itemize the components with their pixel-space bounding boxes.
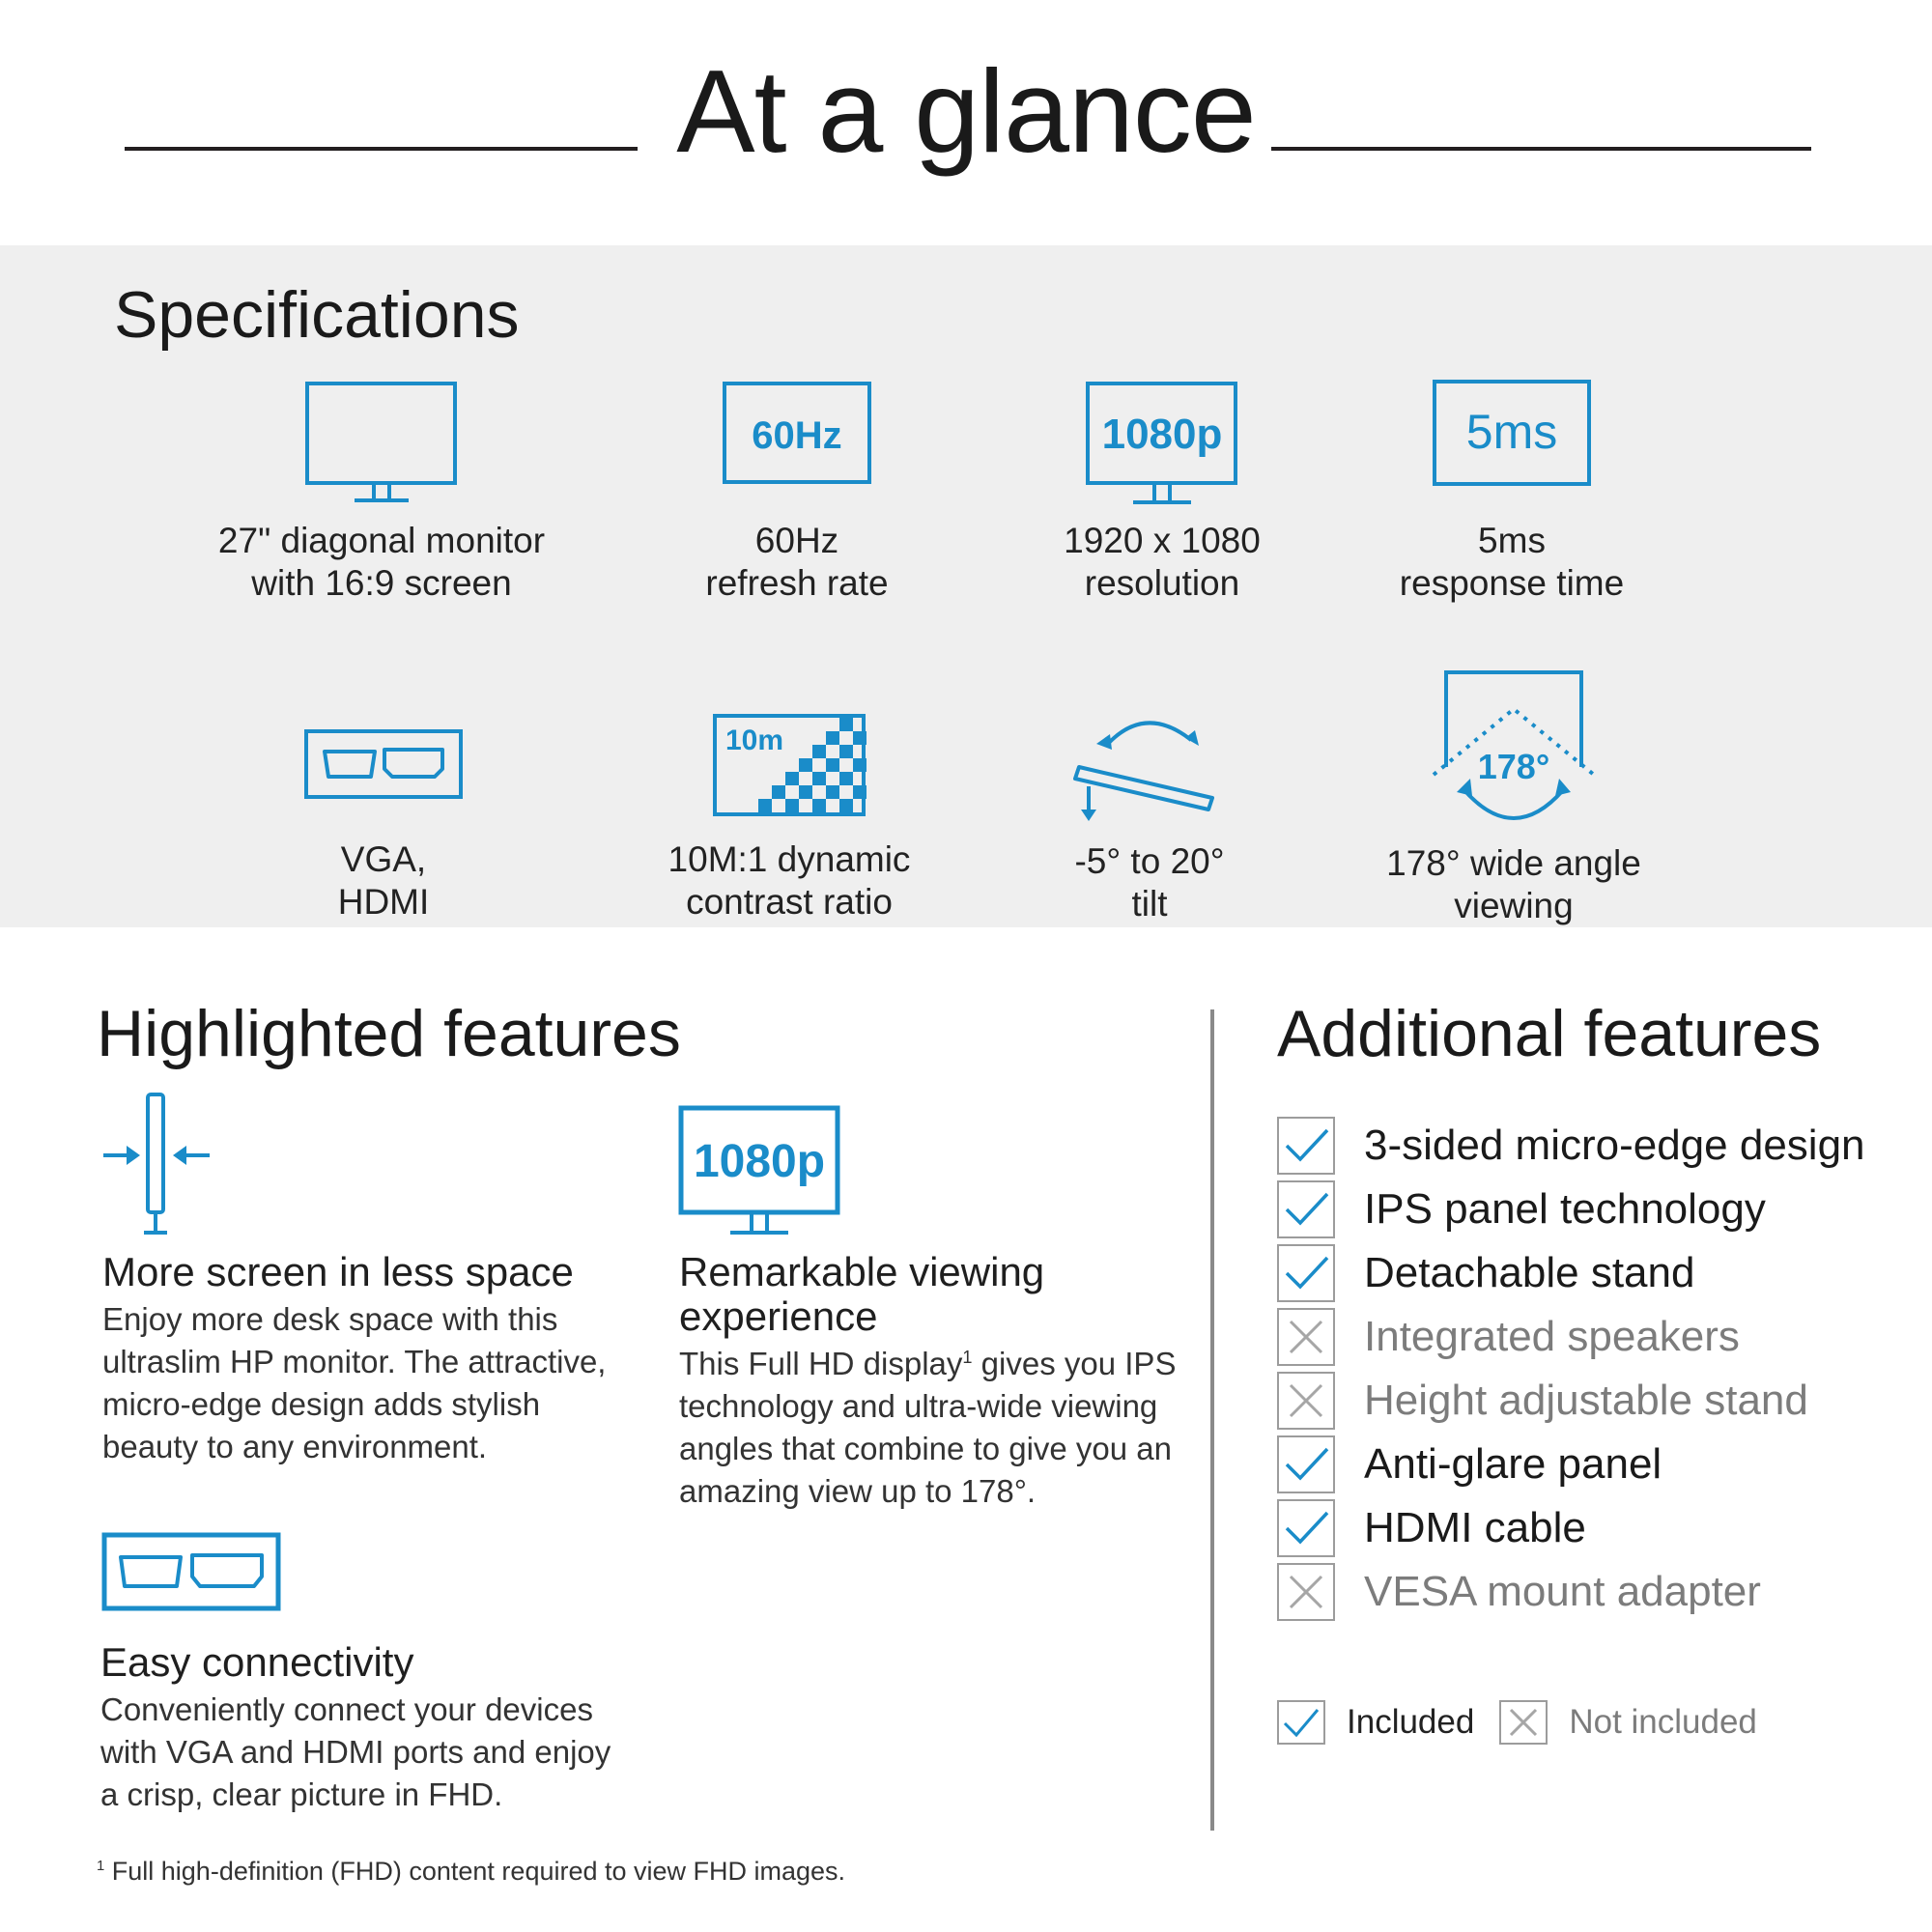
additional-feature-item (1277, 1497, 1586, 1559)
footnote-text: Full high-definition (FHD) content required to view FHD images. (104, 1857, 846, 1886)
refresh-rate-icon-text: 60Hz (752, 414, 842, 457)
spec-line1: 10M:1 dynamic (668, 839, 911, 879)
spec-tilt (976, 670, 1323, 925)
check-icon (1277, 1117, 1335, 1175)
spec-refresh-rate (623, 245, 971, 605)
resolution-icon-text: 1080p (1101, 411, 1223, 458)
spec-line2: tilt (1131, 884, 1168, 923)
check-icon (1277, 1435, 1335, 1493)
spec-line2: response time (1399, 563, 1625, 603)
specifications-section (0, 245, 1932, 927)
spec-line1: 60Hz (754, 521, 839, 560)
footnote (97, 1857, 845, 1887)
additional-heading: Additional features (1277, 997, 1822, 1070)
feature-body-line: a crisp, clear picture in FHD. (100, 1776, 503, 1812)
not-included-cross-icon (1499, 1700, 1548, 1745)
ports-icon (210, 670, 557, 800)
feature-connectivity (100, 1640, 680, 1816)
feature-title-line2: experience (679, 1293, 878, 1339)
viewing-angle-icon (1340, 632, 1688, 825)
footnote-marker: 1 (97, 1859, 105, 1874)
additional-feature-label: Integrated speakers (1364, 1313, 1740, 1360)
feature-body-line: angles that combine to give you an (679, 1431, 1173, 1466)
additional-feature-label: VESA mount adapter (1364, 1568, 1761, 1615)
additional-feature-label: Anti-glare panel (1364, 1440, 1662, 1488)
response-time-icon-text: 5ms (1465, 405, 1558, 459)
spec-contrast (615, 670, 963, 923)
feature-body-line: micro-edge design adds stylish (102, 1386, 541, 1422)
feature-body-line: with VGA and HDMI ports and enjoy (100, 1734, 611, 1770)
refresh-rate-icon (623, 245, 971, 485)
feature-title-line1: Remarkable viewing (679, 1249, 1045, 1294)
cross-icon (1277, 1563, 1335, 1621)
spec-line1: 27" diagonal monitor (217, 521, 546, 560)
tilt-icon (976, 670, 1323, 825)
feature-body-line: Enjoy more desk space with this (102, 1301, 558, 1337)
additional-feature-item (1277, 1115, 1865, 1177)
feature-viewing-experience (679, 1250, 1201, 1513)
spec-response-time (1338, 245, 1686, 605)
cross-icon (1277, 1372, 1335, 1430)
additional-feature-item (1277, 1561, 1761, 1623)
spec-line1: -5° to 20° (1074, 841, 1225, 881)
title-row (0, 0, 1932, 242)
additional-feature-label: Height adjustable stand (1364, 1377, 1808, 1424)
column-divider (1210, 1009, 1214, 1831)
cross-icon (1277, 1308, 1335, 1366)
footnote-ref: 1 (962, 1348, 973, 1367)
check-icon (1277, 1244, 1335, 1302)
spec-line2: contrast ratio (686, 882, 893, 922)
spec-line1: 5ms (1478, 521, 1546, 560)
spec-line1: 178° wide angle (1386, 843, 1641, 883)
specifications-heading: Specifications (114, 278, 520, 352)
feature-body-post: gives you IPS (972, 1346, 1177, 1381)
thin-bezel-icon (101, 1092, 212, 1241)
connectivity-ports-icon (101, 1532, 281, 1616)
response-time-icon (1338, 245, 1686, 487)
additional-feature-item (1277, 1242, 1694, 1304)
additional-feature-label: IPS panel technology (1364, 1185, 1766, 1233)
feature-body-line: beauty to any environment. (102, 1429, 488, 1464)
additional-feature-label: 3-sided micro-edge design (1364, 1122, 1865, 1169)
title-rule-right (1271, 147, 1811, 151)
spec-line1: 1920 x 1080 (1064, 521, 1261, 560)
spec-screen-size (208, 245, 555, 605)
spec-line2: viewing (1454, 886, 1574, 925)
included-check-icon (1277, 1700, 1325, 1745)
additional-feature-item (1277, 1306, 1740, 1368)
check-icon (1277, 1180, 1335, 1238)
fhd-monitor-icon (678, 1105, 842, 1241)
feature-body-line: ultraslim HP monitor. The attractive, (102, 1344, 607, 1379)
viewing-angle-icon-text: 178° (1477, 747, 1550, 786)
page-title: At a glance (676, 45, 1256, 177)
fhd-icon-text: 1080p (693, 1136, 826, 1187)
spec-ports (210, 670, 557, 923)
feature-title: More screen in less space (102, 1249, 574, 1294)
spec-resolution (988, 245, 1336, 605)
legend-not-included: Not included (1569, 1703, 1757, 1741)
monitor-icon (208, 245, 555, 506)
additional-feature-label: Detachable stand (1364, 1249, 1695, 1296)
feature-more-screen (102, 1250, 624, 1468)
spec-line2: refresh rate (705, 563, 889, 603)
spec-line2: resolution (1084, 563, 1240, 603)
feature-body-line: Conveniently connect your devices (100, 1691, 593, 1727)
feature-body-line: technology and ultra-wide viewing (679, 1388, 1158, 1424)
additional-feature-item (1277, 1370, 1808, 1432)
highlighted-heading: Highlighted features (97, 997, 681, 1070)
spec-line1: VGA, (340, 839, 427, 879)
legend (1277, 1700, 1782, 1745)
additional-feature-label: HDMI cable (1364, 1504, 1586, 1551)
feature-title: Easy connectivity (100, 1639, 414, 1685)
additional-feature-item (1277, 1179, 1766, 1240)
feature-body-line (679, 1343, 1201, 1385)
contrast-icon (615, 670, 963, 817)
spec-line2: HDMI (337, 882, 430, 922)
feature-body-line: amazing view up to 178°. (679, 1473, 1037, 1509)
additional-feature-item (1277, 1434, 1662, 1495)
resolution-monitor-icon (988, 245, 1336, 508)
feature-body-pre: This Full HD display (679, 1346, 963, 1381)
check-icon (1277, 1499, 1335, 1557)
legend-included: Included (1347, 1703, 1475, 1741)
contrast-icon-text: 10m (725, 724, 784, 756)
spec-viewing-angle (1340, 632, 1688, 927)
spec-line2: with 16:9 screen (251, 563, 512, 603)
